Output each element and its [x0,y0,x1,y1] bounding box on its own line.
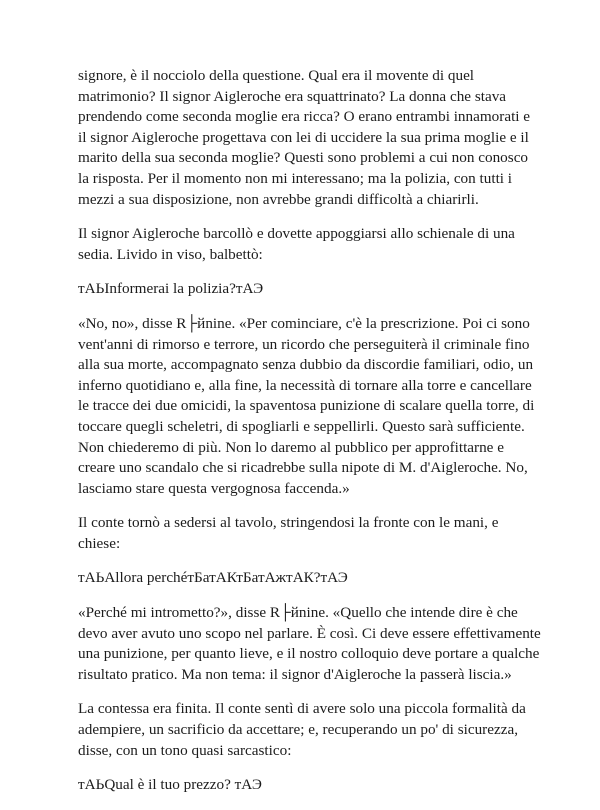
text-line: vent'anni di rimorso e terrore, un ricordo che perseguiterà il criminale fino [78,335,530,353]
text-line: prendendo come seconda moglie era ricca? O erano entrambi innamorati e [78,108,531,126]
paragraph [78,513,548,554]
text-line: adempiere, un sacrificio da accettare; e, recuperando un po' di sicurezza, [78,721,518,739]
text-line: toccare quegli scheletri, di spogliarli e seppellirli. Questo sarà sufficiente. [78,417,525,435]
text-line: chiese: [78,534,121,552]
text-line: marito della sua seconda moglie? Questi sono problemi a cui non conosco [78,149,529,167]
document-page [78,66,548,810]
text-line: «No, no», disse R├йnine. «Per cominciare, c'è la prescrizione. Poi ci sono [78,314,530,332]
text-line: le tracce dei due omicidi, la spaventosa punizione di scalare quella torre, di [78,397,535,415]
text-line: disse, con un tono quasi sarcastico: [78,741,292,759]
dialogue-line [78,775,548,796]
text-line: il signor Aigleroche progettava con lei di uccidere la sua prima moglie e il [78,128,529,146]
text-line: creare uno scandalo che si ricadrebbe sulla nipote di M. d'Aigleroche. No, [78,459,528,477]
text-line: тАЬInformerai la polizia?тАЭ [78,280,264,298]
text-line: lasciamo stare questa vergognosa faccenda.» [78,479,350,497]
text-line: mezzi a sua disposizione, non avrebbe grandi difficoltà a chiarirli. [78,190,479,208]
text-line: sedia. Livido in viso, balbettò: [78,245,263,263]
paragraph [78,224,548,265]
text-line: matrimonio? Il signor Aigleroche era squattrinato? La donna che stava [78,87,507,105]
text-line: signore, è il nocciolo della questione. Qual era il movente di quel [78,67,475,84]
text-line: «Perché mi intrometto?», disse R├йnine. «Quello che intende dire è che [78,604,518,622]
paragraph [78,699,548,761]
dialogue-line [78,279,548,300]
paragraph [78,66,548,210]
dialogue-line [78,568,548,589]
text-line: la risposta. Per il momento non mi interessano; ma la polizia, con tutti i [78,169,513,187]
paragraph [78,314,548,499]
text-line: тАЬAllora perchéтБатАКтБатАжтАК?тАЭ [78,569,348,587]
text-line: risultato pratico. Ma non tema: il signor d'Aigleroche la passerà liscia.» [78,665,512,683]
text-line: Il conte tornò a sedersi al tavolo, stringendosi la fronte con le mani, e [78,514,499,532]
text-line: тАЬQual è il tuo prezzo? тАЭ [78,776,262,794]
text-line: alla sua morte, accompagnato senza dubbio da discordie familiari, odio, un [78,356,534,374]
text-line: una punizione, per quanto lieve, e il nostro colloquio deve portare a qualche [78,645,540,663]
text-line: inferno quotidiano e, alla fine, la necessità di tornare alla torre e cancellare [78,376,532,394]
text-line: devo aver avuto uno scopo nel parlare. È così. Ci deve essere effettivamente [78,624,541,642]
text-line: La contessa era finita. Il conte sentì di avere solo una piccola formalità da [78,700,526,718]
paragraph [78,603,548,685]
text-line: Non chiederemo di più. Non lo daremo al pubblico per approfittarne e [78,438,504,456]
text-line: Il signor Aigleroche barcollò e dovette appoggiarsi allo schienale di una [78,225,515,243]
